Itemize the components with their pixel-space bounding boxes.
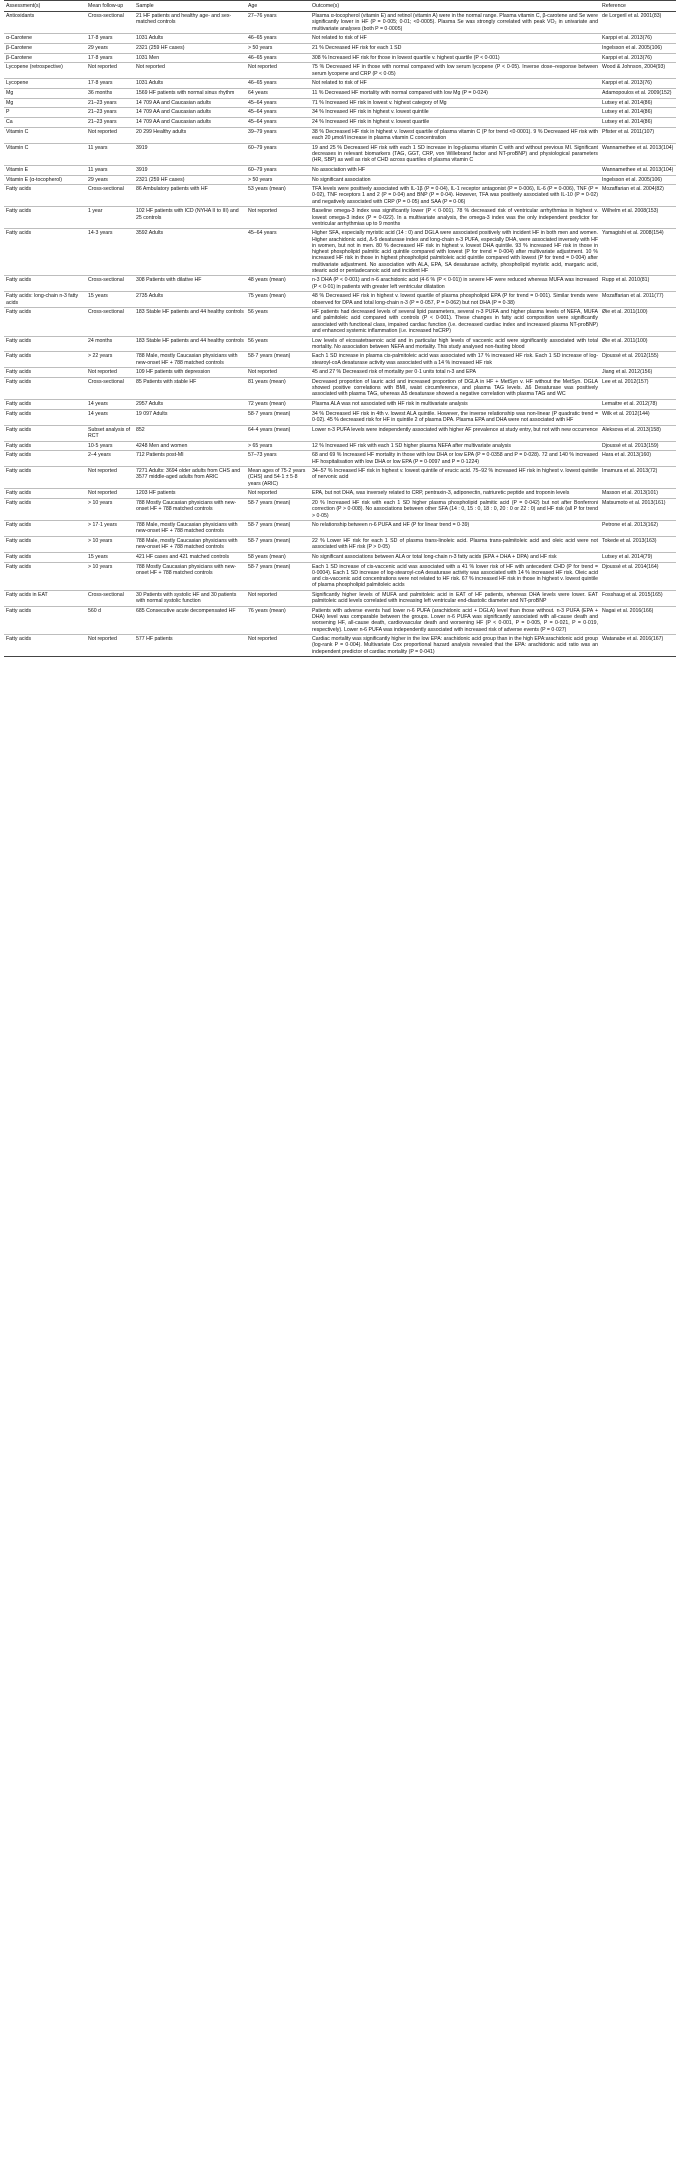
cell-sample: 14 709 AA and Caucasian adults bbox=[134, 108, 246, 118]
cell-sample: 183 Stable HF patients and 44 healthy controls bbox=[134, 308, 246, 336]
cell-age: 58·7 years (mean) bbox=[246, 562, 310, 590]
cell-reference: de Lorgeril et al. 2001(83) bbox=[600, 12, 676, 34]
cell-reference: Watanabe et al. 2016(167) bbox=[600, 635, 676, 657]
cell-followup: 15 years bbox=[86, 292, 134, 308]
cell-age: Not reported bbox=[246, 368, 310, 378]
table-row bbox=[4, 308, 676, 336]
cell-followup: 21–23 years bbox=[86, 108, 134, 118]
cell-sample: 3919 bbox=[134, 165, 246, 175]
table-row bbox=[4, 143, 676, 165]
cell-sample: 788 Male, mostly Caucasian physicians with new-onset HF + 788 matched controls bbox=[134, 521, 246, 537]
cell-age: 64·4 years (mean) bbox=[246, 425, 310, 441]
cell-outcomes: 19 and 25 % Decreased HF risk with each 1 SD increase in log-plasma vitamin C with and without previous MI. Significant decreases in relevant biomarkers (TAG, GGT, CRP, von Willebrand factor and NT-proBNP) and physiological parameters (HR, SBP) as well as risk of CHD across quartiles of plasma vitamin C bbox=[310, 143, 600, 165]
cell-age: Not reported bbox=[246, 635, 310, 657]
cell-outcomes: 34–57 % Increased HF risk in highest v. lowest quintile of erucic acid. 75–92 % increased HF risk in highest v. lowest quintile of nervonic acid bbox=[310, 467, 600, 489]
table-row bbox=[4, 425, 676, 441]
cell-followup: 560 d bbox=[86, 606, 134, 634]
cell-reference: Mozaffarian et al. 2011(77) bbox=[600, 292, 676, 308]
cell-followup: 14·3 years bbox=[86, 229, 134, 276]
cell-age: 53 years (mean) bbox=[246, 185, 310, 207]
table-row bbox=[4, 207, 676, 229]
cell-age: 56 years bbox=[246, 336, 310, 352]
cell-reference: Karppi et al. 2013(76) bbox=[600, 79, 676, 89]
cell-age: 58·7 years (mean) bbox=[246, 521, 310, 537]
cell-age: Not reported bbox=[246, 489, 310, 499]
cell-assessment: Lycopene (retrospective) bbox=[4, 63, 86, 79]
table-row bbox=[4, 175, 676, 185]
cell-outcomes: HF patients had decreased levels of several lipid parameters, several n-3 PUFA and higher plasma levels of NEFA, MUFA and palmitoleic acid compared with controls (P < 0·001). These changes in fatty acid composition were significantly associated with functional class, impaired cardiac function (i.e. decreased cardiac index and increased plasma NT-proBNP) and enhanced systemic inflammation (i.e. increased hsCRP) bbox=[310, 308, 600, 336]
table-row bbox=[4, 562, 676, 590]
cell-followup: Cross-sectional bbox=[86, 12, 134, 34]
cell-outcomes: 22 % Lower HF risk for each 1 SD of plasma trans-linoleic acid. Plasma trans-palmitoleic acid and oleic acid were not associated with HF risk (P > 0·05) bbox=[310, 537, 600, 553]
cell-age: > 50 years bbox=[246, 175, 310, 185]
cell-sample: 7271 Adults: 3694 older adults from CHS and 3577 middle-aged adults from ARIC bbox=[134, 467, 246, 489]
cell-reference: Lutsey et al. 2014(86) bbox=[600, 108, 676, 118]
cell-age: 46–65 years bbox=[246, 34, 310, 44]
cell-outcomes: 34 % Decreased HF risk in 4th v. lowest ALA quintile. However, the inverse relationship was non-linear (P quadratic trend = 0·02). 45 % decreased risk for HF in quintile 2 of plasma DPA. Plasma EPA and DHA were not associated with HF bbox=[310, 409, 600, 425]
cell-sample: 3919 bbox=[134, 143, 246, 165]
cell-assessment: β-Carotene bbox=[4, 53, 86, 63]
cell-outcomes: TFA levels were positively associated with IL-1β (P = 0·04), IL-1 receptor antagonist (P = 0·006), IL-6 (P = 0·006), TNF (P = 0·02), TNF receptors 1 and 2 (P = 0·04) and BNP (P = 0·04). However, TFA was positively associated with IL-10 (P = 0·02) and negatively associated with CRP (P = 0·05) and SAA (P = 0·06) bbox=[310, 185, 600, 207]
cell-age: 45–64 years bbox=[246, 229, 310, 276]
cell-outcomes: Higher SFA, especially myristic acid (14 : 0) and DGLA were associated positively with incident HF in both men and women. Higher arachidonic acid, Δ-5 desaturase index and long-chain n-3 PUFA, especially DHA, were associated inversely with HF in women, but not in men. 80 % decreased HF risk in highest v. lowest DHA quintile. 93 % increased HF risk in those in highest phospholipid palmitic acid quintile compared with lowest (P for trend = 0·004) after multivariate adjustment. 10 % increased HF risk in those in highest phospholipid palmitoleic acid quintile compared with lowest (P for trend = 0·004) after multivariate adjustment. No association with ALA, EPA, SA desaturase activity, phospholipid myristic acid, margaric acid, stearic acid or pentadecanoic acid and incident HF bbox=[310, 229, 600, 276]
cell-followup: 21–23 years bbox=[86, 98, 134, 108]
table-row bbox=[4, 553, 676, 563]
cell-assessment: Fatty acids bbox=[4, 499, 86, 521]
cell-outcomes: 308 % Increased HF risk for those in lowest quartile v. highest quartile (P < 0·001) bbox=[310, 53, 600, 63]
cell-outcomes: No association with HF bbox=[310, 165, 600, 175]
cell-reference: Karppi et al. 2013(76) bbox=[600, 53, 676, 63]
cell-assessment: Fatty acids bbox=[4, 553, 86, 563]
cell-followup: 21–23 years bbox=[86, 118, 134, 128]
cell-sample: 14 709 AA and Caucasian adults bbox=[134, 118, 246, 128]
cell-assessment: Vitamin C bbox=[4, 143, 86, 165]
cell-assessment: Lycopene bbox=[4, 79, 86, 89]
cell-sample: 1569 HF patients with normal sinus rhythm bbox=[134, 89, 246, 99]
cell-assessment: P bbox=[4, 108, 86, 118]
cell-reference: Tokede et al. 2013(163) bbox=[600, 537, 676, 553]
cell-reference: Pfister et al. 2011(107) bbox=[600, 127, 676, 143]
cell-reference: Adamopoulos et al. 2009(152) bbox=[600, 89, 676, 99]
table-row bbox=[4, 165, 676, 175]
cell-followup: 24 months bbox=[86, 336, 134, 352]
cell-outcomes: 20 % Increased HF risk with each 1 SD higher plasma phospholipid palmitic acid (P = 0·042) but not after Bonferroni correction (P > 0·008). No associations between other SFA (14 : 0, 15 : 0, 18 : 0, 20 : 0 or 22 : 0) and HF risk (all P for trend > 0·05) bbox=[310, 499, 600, 521]
cell-sample: 577 HF patients bbox=[134, 635, 246, 657]
table-row bbox=[4, 79, 676, 89]
cell-followup: Not reported bbox=[86, 489, 134, 499]
table-row bbox=[4, 489, 676, 499]
cell-outcomes: No significant associations between ALA or total long-chain n-3 fatty acids (EPA + DHA + DPA) and HF risk bbox=[310, 553, 600, 563]
cell-followup: > 17·1 years bbox=[86, 521, 134, 537]
cell-reference: Yamagishi et al. 2008(154) bbox=[600, 229, 676, 276]
cell-sample: 86 Ambulatory patients with HF bbox=[134, 185, 246, 207]
cell-sample: Not reported bbox=[134, 63, 246, 79]
cell-sample: 4248 Men and women bbox=[134, 441, 246, 451]
cell-sample: 712 Patients post-MI bbox=[134, 451, 246, 467]
cell-assessment: Fatty acids bbox=[4, 451, 86, 467]
table-row bbox=[4, 34, 676, 44]
table-row bbox=[4, 635, 676, 657]
table-row bbox=[4, 276, 676, 292]
cell-outcomes: No significant association bbox=[310, 175, 600, 185]
cell-followup: 11 years bbox=[86, 165, 134, 175]
cell-assessment: Fatty acids bbox=[4, 537, 86, 553]
cell-reference: Ingelsson et al. 2005(106) bbox=[600, 44, 676, 54]
header-reference: Reference bbox=[600, 1, 676, 12]
cell-assessment: Fatty acids bbox=[4, 185, 86, 207]
cell-age: 60–79 years bbox=[246, 165, 310, 175]
cell-followup: > 10 years bbox=[86, 537, 134, 553]
cell-followup: 14 years bbox=[86, 400, 134, 410]
cell-age: 56 years bbox=[246, 308, 310, 336]
cell-followup: Cross-sectional bbox=[86, 591, 134, 607]
cell-assessment: Fatty acids bbox=[4, 276, 86, 292]
cell-assessment: Fatty acids bbox=[4, 409, 86, 425]
cell-reference: Nagai et al. 2016(166) bbox=[600, 606, 676, 634]
cell-followup: 36 months bbox=[86, 89, 134, 99]
cell-followup: Cross-sectional bbox=[86, 308, 134, 336]
cell-age: 76 years (mean) bbox=[246, 606, 310, 634]
cell-age: 81 years (mean) bbox=[246, 378, 310, 400]
cell-reference: Wilk et al. 2012(144) bbox=[600, 409, 676, 425]
cell-outcomes: Significantly higher levels of MUFA and palmitoleic acid in EAT of HF patients, whereas DHA levels were lower. EAT palmitoleic acid levels correlated with increasing left ventricular end-diastolic diameter and NT-proBNP bbox=[310, 591, 600, 607]
table-row bbox=[4, 98, 676, 108]
cell-outcomes: 68 and 69 % Increased HF mortality in those with low DHA or low EPA (P = 0·0358 and P = 0·028). 72 and 140 % increased HF hospitalisation with low DHA or low EPA (P = 0·0097 and P = 0·1224) bbox=[310, 451, 600, 467]
table-row bbox=[4, 368, 676, 378]
header-age: Age bbox=[246, 1, 310, 12]
cell-assessment: Vitamin E bbox=[4, 165, 86, 175]
table-row bbox=[4, 378, 676, 400]
cell-assessment: α-Carotene bbox=[4, 34, 86, 44]
cell-followup: Not reported bbox=[86, 63, 134, 79]
cell-outcomes: n-3 DHA (P < 0·001) and n-6 arachidonic acid (4·6 % (P < 0·01)) in severe HF were reduced whereas MUFA was increased (P < 0·01) in patients with greater left ventricular dilatation bbox=[310, 276, 600, 292]
cell-outcomes: Baseline omega-3 index was significantly lower (P < 0·001). 78 % decreased risk of ventricular arrhythmias in highest v. lowest omega-3 index (P = 0·022). In a multivariate analysis, the omega-3 index was the only independent predictor for ventricular arrhythmias up to 9 months bbox=[310, 207, 600, 229]
cell-age: 48 years (mean) bbox=[246, 276, 310, 292]
cell-outcomes: 48 % Decreased HF risk in highest v. lowest quartile of plasma phospholipid EPA (P for trend = 0·001). Similar trends were observed for DPA and total long-chain n-3 (P = 0·057, P = 0·062) but not DHA (P = 0·38) bbox=[310, 292, 600, 308]
cell-outcomes: 24 % Increased HF risk in highest v. lowest quartile bbox=[310, 118, 600, 128]
cell-outcomes: EPA, but not DHA, was inversely related to CRP, pentraxin-3, adiponectin, natriuretic peptide and troponin levels bbox=[310, 489, 600, 499]
cell-outcomes: Plasma α-tocopherol (vitamin E) and retinol (vitamin A) were in the normal range. Plasma vitamin C, β-carotene and Se were significantly lower in HF (P = 0·005; 0·01; <0·0005). Plasma Se was strongly correlated with peak VO₂ in univariate and multivariate analyses (both P = 0·0005) bbox=[310, 12, 600, 34]
cell-reference: Øie et al. 2011(100) bbox=[600, 336, 676, 352]
table-row bbox=[4, 63, 676, 79]
cell-reference: Jiang et al. 2012(156) bbox=[600, 368, 676, 378]
cell-assessment: Fatty acids bbox=[4, 308, 86, 336]
cell-outcomes: 71 % Increased HF risk in lowest v. highest category of Mg bbox=[310, 98, 600, 108]
cell-outcomes: 34 % Increased HF risk in highest v. lowest quintile bbox=[310, 108, 600, 118]
cell-sample: 30 Patients with systolic HF and 30 patients with normal systolic function bbox=[134, 591, 246, 607]
cell-age: 64 years bbox=[246, 89, 310, 99]
cell-reference: Øie et al. 2011(100) bbox=[600, 308, 676, 336]
cell-assessment: Fatty acids bbox=[4, 336, 86, 352]
cell-age: 45–64 years bbox=[246, 118, 310, 128]
table-row bbox=[4, 185, 676, 207]
cell-age: 46–65 years bbox=[246, 53, 310, 63]
header-outcomes: Outcome(s) bbox=[310, 1, 600, 12]
cell-sample: 21 HF patients and healthy age- and sex-matched controls bbox=[134, 12, 246, 34]
cell-assessment: Fatty acids bbox=[4, 207, 86, 229]
cell-age: 58·7 years (mean) bbox=[246, 352, 310, 368]
table-row bbox=[4, 53, 676, 63]
table-row bbox=[4, 44, 676, 54]
cell-reference: Lutsey et al. 2014(86) bbox=[600, 118, 676, 128]
cell-followup: 2–4 years bbox=[86, 451, 134, 467]
cell-followup: 15 years bbox=[86, 553, 134, 563]
cell-age: 60–79 years bbox=[246, 143, 310, 165]
cell-outcomes: Each 1 SD increase in plasma cis-palmitoleic acid was associated with 17 % increased HF risk. Each 1 SD increase of log-stearoyl-coA desaturase activity was associated with a 14 % increased HF risk bbox=[310, 352, 600, 368]
cell-sample: 2321 (259 HF cases) bbox=[134, 44, 246, 54]
cell-followup: > 22 years bbox=[86, 352, 134, 368]
cell-assessment: Fatty acids bbox=[4, 562, 86, 590]
cell-followup: 17·8 years bbox=[86, 53, 134, 63]
cell-followup: Cross-sectional bbox=[86, 276, 134, 292]
cell-followup: Not reported bbox=[86, 127, 134, 143]
cell-sample: 1031 Adults bbox=[134, 79, 246, 89]
cell-reference: Masson et al. 2013(101) bbox=[600, 489, 676, 499]
cell-age: 27–76 years bbox=[246, 12, 310, 34]
cell-sample: 788 Male, mostly Caucasian physicians with new-onset HF + 788 matched controls bbox=[134, 352, 246, 368]
table-row bbox=[4, 521, 676, 537]
cell-followup: > 10 years bbox=[86, 562, 134, 590]
cell-reference: Matsumoto et al. 2013(161) bbox=[600, 499, 676, 521]
header-sample: Sample bbox=[134, 1, 246, 12]
cell-reference: Wood & Johnson, 2004(93) bbox=[600, 63, 676, 79]
table-row bbox=[4, 591, 676, 607]
cell-followup: > 10 years bbox=[86, 499, 134, 521]
cell-age: > 65 years bbox=[246, 441, 310, 451]
cell-sample: 1031 Adults bbox=[134, 34, 246, 44]
cell-reference: Djoussé et al. 2013(159) bbox=[600, 441, 676, 451]
cell-outcomes: Patients with adverse events had lower n-6 PUFA (arachidonic acid + DGLA) level than those without. n-3 PUFA (EPA + DHA) level was comparable between the groups. Lower n-6 PUFA was significantly associated with all-cause death and worsening HF, all-cause death, cardiovascular death and worsening HF (P < 0·001, P = 0·005, P = 0·021, P = 0·019, respectively). Lower n-6 PUFA was independently associated with increased risk of adverse events (P = 0·027) bbox=[310, 606, 600, 634]
cell-age: 46–65 years bbox=[246, 79, 310, 89]
header-followup: Mean follow-up bbox=[86, 1, 134, 12]
cell-reference: Lee et al. 2012(157) bbox=[600, 378, 676, 400]
cell-assessment: Fatty acids bbox=[4, 489, 86, 499]
cell-outcomes: Low levels of eicosatetraenoic acid and in particular high levels of vaccenic acid were significantly associated with total mortality. No association between NEFA and mortality. This study analysed non-fasting blood bbox=[310, 336, 600, 352]
cell-outcomes: 45 and 27 % Decreased risk of mortality per 0·1 units total n-3 and EPA bbox=[310, 368, 600, 378]
cell-outcomes: Not related to risk of HF bbox=[310, 79, 600, 89]
cell-followup: Not reported bbox=[86, 635, 134, 657]
cell-sample: 308 Patients with dilative HF bbox=[134, 276, 246, 292]
cell-sample: 788 Mostly Caucasian physicians with new-onset HF + 788 matched controls bbox=[134, 499, 246, 521]
cell-outcomes: 12 % Increased HF risk with each 1 SD higher plasma NEFA after multivariate analysis bbox=[310, 441, 600, 451]
cell-sample: 1031 Men bbox=[134, 53, 246, 63]
cell-sample: 1203 HF patients bbox=[134, 489, 246, 499]
cell-assessment: Antioxidants bbox=[4, 12, 86, 34]
cell-assessment: Fatty acids bbox=[4, 467, 86, 489]
cell-assessment: Fatty acids bbox=[4, 635, 86, 657]
cell-reference: Petrone et al. 2013(162) bbox=[600, 521, 676, 537]
cell-assessment: β-Carotene bbox=[4, 44, 86, 54]
table-row bbox=[4, 606, 676, 634]
cell-sample: 183 Stable HF patients and 44 healthy controls bbox=[134, 336, 246, 352]
cell-followup: 10·5 years bbox=[86, 441, 134, 451]
table-row bbox=[4, 400, 676, 410]
cell-outcomes: 75 % Decreased HF in those with normal compared with low serum lycopene (P < 0·05). Inverse dose–response between serum lycopene and CRP (P < 0·05) bbox=[310, 63, 600, 79]
cell-reference: Djoussé et al. 2012(155) bbox=[600, 352, 676, 368]
table-row bbox=[4, 118, 676, 128]
cell-reference: Fosshaug et al. 2015(165) bbox=[600, 591, 676, 607]
cell-age: 45–64 years bbox=[246, 108, 310, 118]
cell-sample: 788 Mostly Caucasian physicians with new-onset HF + 788 matched controls bbox=[134, 562, 246, 590]
cell-followup: 1 year bbox=[86, 207, 134, 229]
cell-sample: 102 HF patients with ICD (NYHA II to III) and 25 controls bbox=[134, 207, 246, 229]
cell-outcomes: Lower n-3 PUFA levels were independently associated with higher AF prevalence at study entry, but not with new occurrence bbox=[310, 425, 600, 441]
table-row bbox=[4, 537, 676, 553]
table-row bbox=[4, 336, 676, 352]
cell-reference: Lutsey et al. 2014(79) bbox=[600, 553, 676, 563]
cell-assessment: Mg bbox=[4, 98, 86, 108]
cell-reference: Imamura et al. 2013(72) bbox=[600, 467, 676, 489]
table-row bbox=[4, 89, 676, 99]
cell-outcomes: Decreased proportion of lauric acid and increased proportion of DGLA in HF + MetSyn v. HF without the MetSyn. DGLA showed positive correlations with BMI, waist circumference, and plasma TAG levels. Δ6 Desaturase was positively associated with plasma TAG, whereas Δ5 desaturase showed a negative correlation with plasma TAG and WC bbox=[310, 378, 600, 400]
cell-followup: Cross-sectional bbox=[86, 378, 134, 400]
cell-assessment: Fatty acids in EAT bbox=[4, 591, 86, 607]
cell-reference: Rupp et al. 2010(81) bbox=[600, 276, 676, 292]
cell-sample: 788 Male, mostly Caucasian physicians with new-onset HF + 788 matched controls bbox=[134, 537, 246, 553]
cell-age: Not reported bbox=[246, 591, 310, 607]
cell-assessment: Ca bbox=[4, 118, 86, 128]
cell-assessment: Fatty acids bbox=[4, 229, 86, 276]
cell-age: Not reported bbox=[246, 63, 310, 79]
cell-followup: 29 years bbox=[86, 44, 134, 54]
cell-reference: Ingelsson et al. 2005(106) bbox=[600, 175, 676, 185]
cell-outcomes: Cardiac mortality was significantly higher in the low EPA: arachidonic acid group than in the high EPA:arachidonic acid group (log-rank P = 0·004). Multivariate Cox proportional hazard analysis revealed that the EPA: arachidonic acid ratio was an independent predictor of cardiac mortality (P = 0·041) bbox=[310, 635, 600, 657]
cell-followup: Subset analysis of RCT bbox=[86, 425, 134, 441]
cell-sample: 19 097 Adults bbox=[134, 409, 246, 425]
cell-sample: 852 bbox=[134, 425, 246, 441]
header-row bbox=[4, 1, 676, 12]
cell-outcomes: Each 1 SD increase of cis-vaccenic acid was associated with a 41 % lower risk of HF with antecedent CHD (P for trend = 0·0004). Each 1 SD increase of log-stearoyl-coA desaturase activity was associated with 14 % increased HF risk. Oleic acid and cis-vaccenic acid concentrations were not related to HF risk. 67 % increased HF risk in those in highest v. lowest quintile of plasma phospholipid palmitoleic acids bbox=[310, 562, 600, 590]
cell-outcomes: 21 % Decreased HF risk for each 1 SD bbox=[310, 44, 600, 54]
cell-reference: Karppi et al. 2013(76) bbox=[600, 34, 676, 44]
cell-sample: 2957 Adults bbox=[134, 400, 246, 410]
cell-followup: 14 years bbox=[86, 409, 134, 425]
table-row bbox=[4, 499, 676, 521]
cell-age: 58·7 years (mean) bbox=[246, 499, 310, 521]
cell-followup: 29 years bbox=[86, 175, 134, 185]
cell-assessment: Fatty acids: long-chain n-3 fatty acids bbox=[4, 292, 86, 308]
cell-assessment: Fatty acids bbox=[4, 368, 86, 378]
cell-followup: Not reported bbox=[86, 368, 134, 378]
cell-followup: Cross-sectional bbox=[86, 185, 134, 207]
data-table bbox=[4, 0, 676, 657]
cell-outcomes: 11 % Decreased HF mortality with normal compared with low Mg (P = 0·024) bbox=[310, 89, 600, 99]
cell-assessment: Fatty acids bbox=[4, 606, 86, 634]
cell-sample: 685 Consecutive acute decompensated HF bbox=[134, 606, 246, 634]
cell-age: 75 years (mean) bbox=[246, 292, 310, 308]
cell-sample: 20 299 Healthy adults bbox=[134, 127, 246, 143]
table-row bbox=[4, 467, 676, 489]
cell-assessment: Fatty acids bbox=[4, 400, 86, 410]
cell-sample: 85 Patients with stable HF bbox=[134, 378, 246, 400]
table-row bbox=[4, 127, 676, 143]
cell-sample: 2321 (259 HF cases) bbox=[134, 175, 246, 185]
cell-assessment: Vitamin E (α-tocopherol) bbox=[4, 175, 86, 185]
cell-sample: 421 HF cases and 421 matched controls bbox=[134, 553, 246, 563]
cell-reference: Wannamethee et al. 2013(104) bbox=[600, 165, 676, 175]
cell-sample: 14 709 AA and Caucasian adults bbox=[134, 98, 246, 108]
cell-reference: Mozaffarian et al. 2004(82) bbox=[600, 185, 676, 207]
table-row bbox=[4, 352, 676, 368]
cell-assessment: Vitamin C bbox=[4, 127, 86, 143]
table-row bbox=[4, 292, 676, 308]
cell-outcomes: 38 % Decreased HF risk in highest v. lowest quartile of plasma vitamin C (P for trend <0·0001). 9 % Decreased HF risk with each 20 μmol/l increase in plasma vitamin C concentration bbox=[310, 127, 600, 143]
cell-assessment: Fatty acids bbox=[4, 378, 86, 400]
cell-age: 58·7 years (mean) bbox=[246, 537, 310, 553]
cell-age: 72 years (mean) bbox=[246, 400, 310, 410]
cell-reference: Wilhelm et al. 2008(153) bbox=[600, 207, 676, 229]
cell-reference: Aleksova et al. 2013(158) bbox=[600, 425, 676, 441]
cell-age: 39–79 years bbox=[246, 127, 310, 143]
table-row bbox=[4, 108, 676, 118]
table-body bbox=[4, 12, 676, 657]
cell-outcomes: No relationship between n-6 PUFA and HF (P for linear trend = 0·39) bbox=[310, 521, 600, 537]
header-assessment: Assessment(s) bbox=[4, 1, 86, 12]
cell-reference: Lemaitre et al. 2012(78) bbox=[600, 400, 676, 410]
cell-assessment: Fatty acids bbox=[4, 441, 86, 451]
cell-followup: 17·8 years bbox=[86, 79, 134, 89]
cell-followup: Not reported bbox=[86, 467, 134, 489]
cell-reference: Lutsey et al. 2014(86) bbox=[600, 98, 676, 108]
cell-sample: 109 HF patients with depression bbox=[134, 368, 246, 378]
cell-outcomes: Not related to risk of HF bbox=[310, 34, 600, 44]
cell-assessment: Fatty acids bbox=[4, 425, 86, 441]
cell-assessment: Fatty acids bbox=[4, 521, 86, 537]
table-row bbox=[4, 409, 676, 425]
cell-age: 58·7 years (mean) bbox=[246, 409, 310, 425]
cell-sample: 3592 Adults bbox=[134, 229, 246, 276]
cell-sample: 2735 Adults bbox=[134, 292, 246, 308]
cell-age: 58 years (mean) bbox=[246, 553, 310, 563]
cell-age: Mean ages of 75·2 years (CHS) and 54·1 ± 5·8 years (ARIC) bbox=[246, 467, 310, 489]
cell-age: 45–64 years bbox=[246, 98, 310, 108]
cell-reference: Djoussé et al. 2014(164) bbox=[600, 562, 676, 590]
cell-age: > 50 years bbox=[246, 44, 310, 54]
cell-followup: 11 years bbox=[86, 143, 134, 165]
table-row bbox=[4, 12, 676, 34]
table-row bbox=[4, 441, 676, 451]
cell-reference: Wannamethee et al. 2013(104) bbox=[600, 143, 676, 165]
cell-age: 57–73 years bbox=[246, 451, 310, 467]
cell-outcomes: Plasma ALA was not associated with HF risk in multivariate analysis bbox=[310, 400, 600, 410]
cell-age: Not reported bbox=[246, 207, 310, 229]
cell-assessment: Mg bbox=[4, 89, 86, 99]
table-row bbox=[4, 229, 676, 276]
cell-assessment: Fatty acids bbox=[4, 352, 86, 368]
table-row bbox=[4, 451, 676, 467]
cell-followup: 17·8 years bbox=[86, 34, 134, 44]
cell-reference: Hara et al. 2013(160) bbox=[600, 451, 676, 467]
